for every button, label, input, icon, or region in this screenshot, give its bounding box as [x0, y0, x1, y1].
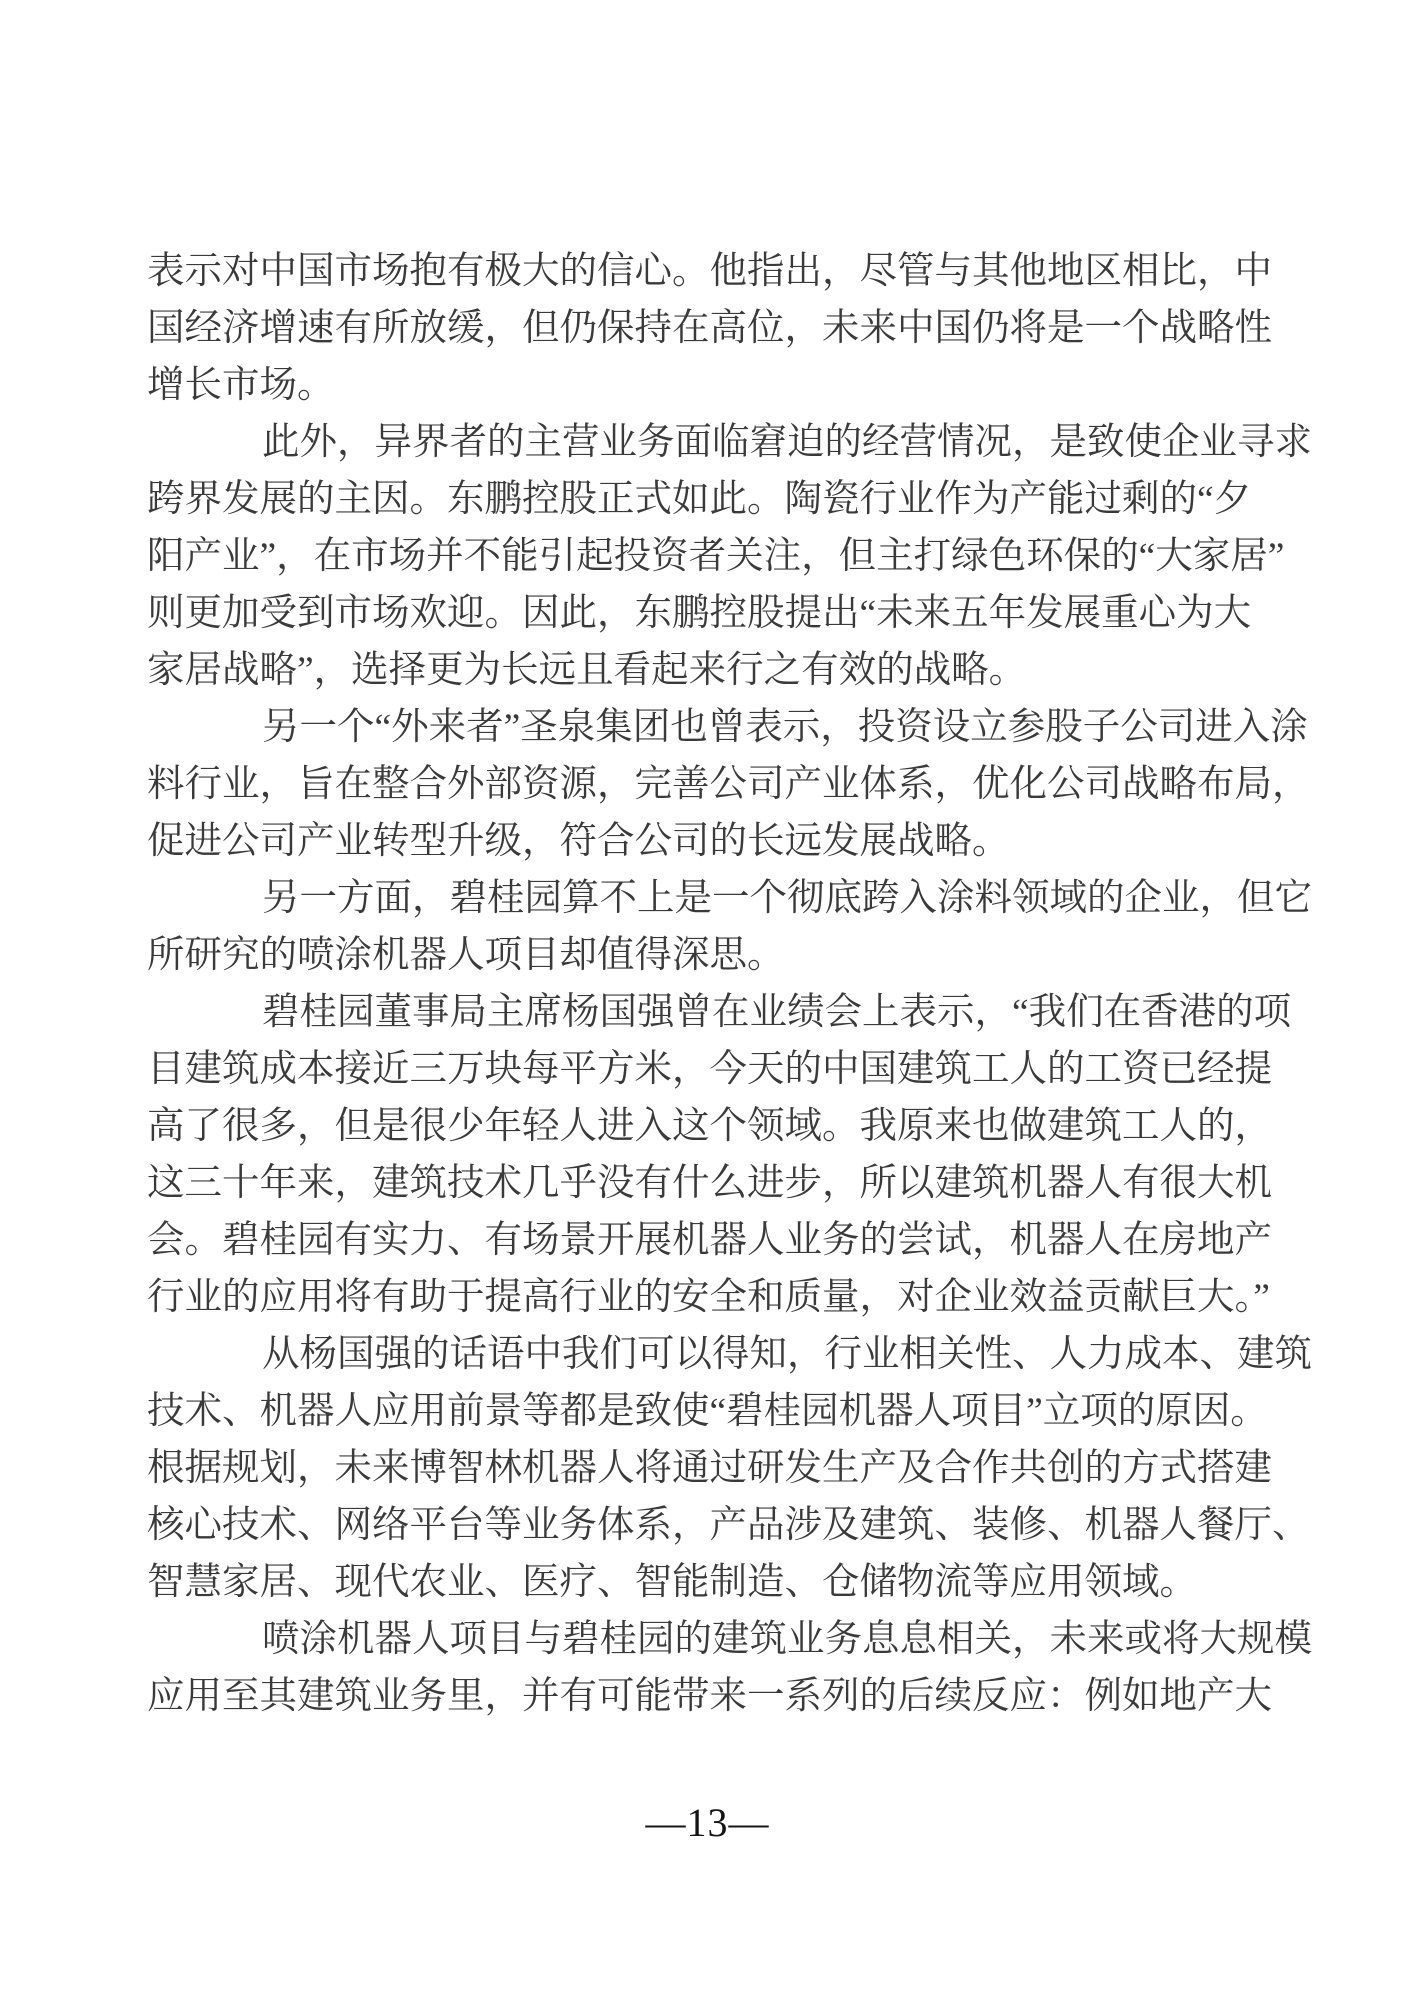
text-line: 跨界发展的主因。东鹏控股正式如此。陶瓷行业作为产能过剩的“夕 — [147, 479, 1252, 520]
text-line: 根据规划，未来博智林机器人将通过研发生产及合作共创的方式搭建 — [147, 1448, 1272, 1489]
text-line: 所研究的喷涂机器人项目却值得深思。 — [147, 935, 785, 976]
text-line: 此外，异界者的主营业务面临窘迫的经营情况，是致使企业寻求 — [262, 422, 1312, 463]
text-line: 表示对中国市场抱有极大的信心。他指出，尽管与其他地区相比，中 — [147, 251, 1272, 292]
text-line: 高了很多，但是很少年轻人进入这个领域。我原来也做建筑工人的， — [147, 1106, 1272, 1147]
text-line: 另一方面，碧桂园算不上是一个彻底跨入涂料领域的企业，但它 — [262, 878, 1312, 919]
text-line: 技术、机器人应用前景等都是致使“碧桂园机器人项目”立项的原因。 — [147, 1391, 1268, 1432]
text-line: 这三十年来，建筑技术几乎没有什么进步，所以建筑机器人有很大机 — [147, 1163, 1272, 1204]
text-line: 行业的应用将有助于提高行业的安全和质量，对企业效益贡献巨大。” — [147, 1277, 1270, 1318]
text-line: 喷涂机器人项目与碧桂园的建筑业务息息相关，未来或将大规模 — [262, 1619, 1312, 1660]
text-line: 增长市场。 — [147, 365, 335, 406]
page-number: —13— — [645, 1800, 770, 1845]
text-line: 另一个“外来者”圣泉集团也曾表示，投资设立参股子公司进入涂 — [262, 707, 1308, 748]
text-line: 目建筑成本接近三万块每平方米，今天的中国建筑工人的工资已经提 — [147, 1049, 1272, 1090]
text-line: 则更加受到市场欢迎。因此，东鹏控股提出“未来五年发展重心为大 — [147, 593, 1252, 634]
page-footer — [0, 1799, 1415, 1846]
text-line: 应用至其建筑业务里，并有可能带来一系列的后续反应：例如地产大 — [147, 1676, 1272, 1717]
text-line: 促进公司产业转型升级，符合公司的长远发展战略。 — [147, 821, 1010, 862]
text-line: 料行业，旨在整合外部资源，完善公司产业体系，优化公司战略布局， — [147, 764, 1310, 805]
text-line: 阳产业”，在市场并不能引起投资者关注，但主打绿色环保的“大家居” — [147, 536, 1285, 577]
body-text — [147, 243, 1312, 1725]
text-line: 家居战略”，选择更为长远且看起来行之有效的战略。 — [147, 650, 1027, 691]
text-line: 碧桂园董事局主席杨国强曾在业绩会上表示，“我们在香港的项 — [262, 992, 1292, 1033]
text-line: 核心技术、网络平台等业务体系，产品涉及建筑、装修、机器人餐厅、 — [147, 1505, 1310, 1546]
text-line: 国经济增速有所放缓，但仍保持在高位，未来中国仍将是一个战略性 — [147, 308, 1272, 349]
text-line: 智慧家居、现代农业、医疗、智能制造、仓储物流等应用领域。 — [147, 1562, 1197, 1603]
text-line: 从杨国强的话语中我们可以得知，行业相关性、人力成本、建筑 — [262, 1334, 1312, 1375]
text-line: 会。碧桂园有实力、有场景开展机器人业务的尝试，机器人在房地产 — [147, 1220, 1272, 1261]
